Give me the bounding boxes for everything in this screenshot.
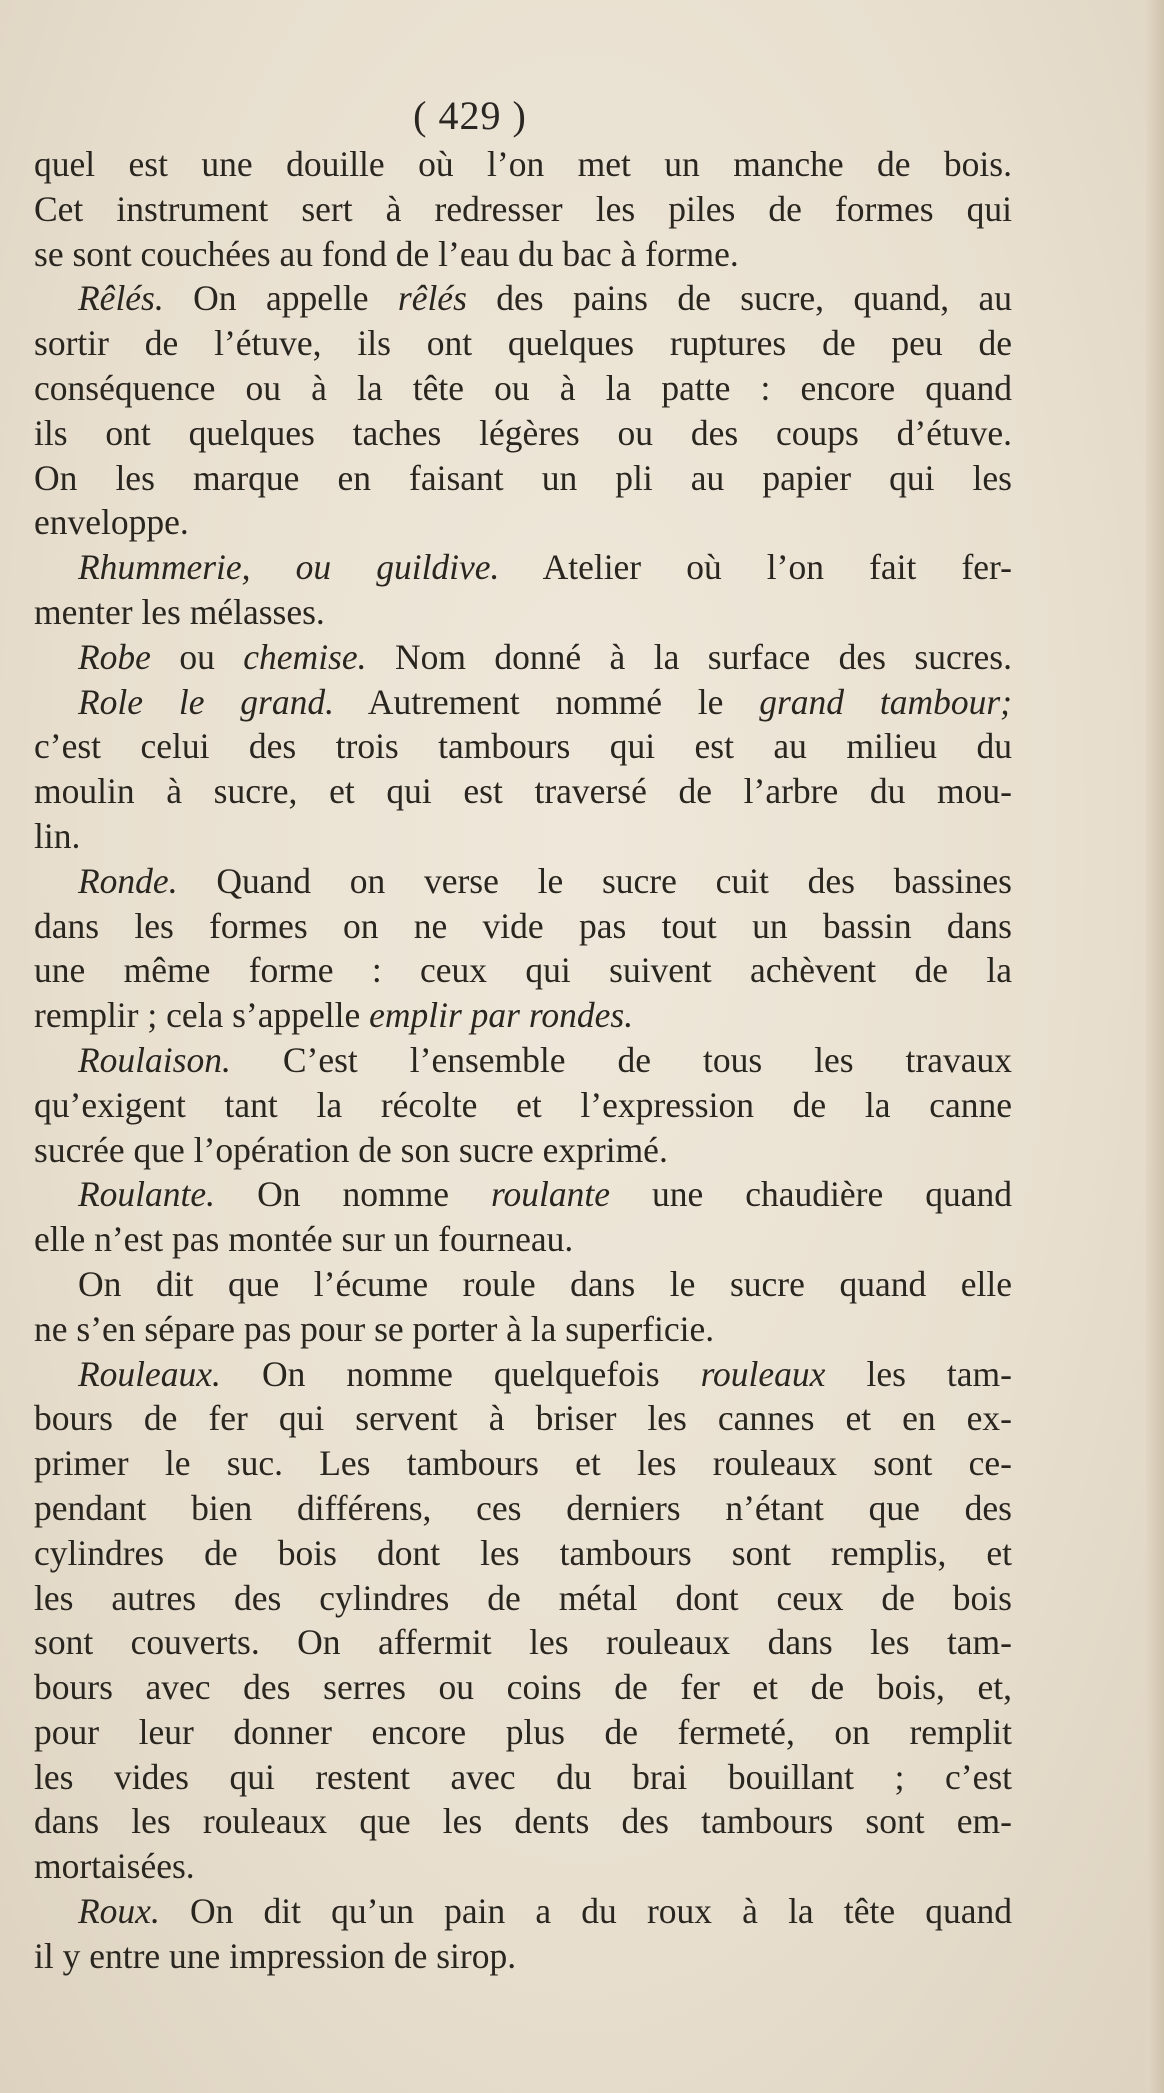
text-line: On les marque en faisant un pli au papier qui les — [34, 457, 1012, 498]
entry-text: On nomme — [215, 1174, 491, 1215]
entry-text: On appelle — [163, 278, 398, 319]
text-line: quel est une douille où l’on met un manche de bois. — [34, 144, 1012, 184]
text-line: il y entre une impression de sirop. — [34, 1935, 517, 1976]
text-line: sont couverts. On affermit les rouleaux dans les tam- — [34, 1622, 1012, 1663]
text-line: pendant bien différens, ces derniers n’étant que des — [34, 1487, 1012, 1528]
entry-robe — [34, 635, 1012, 680]
text-line: lin. — [34, 815, 81, 856]
entry-term: Rhummerie, ou guildive. — [78, 547, 500, 588]
entry-text: On dit qu’un pain a du roux à la tête quand — [159, 1891, 1012, 1932]
text-line: elle n’est pas montée sur un fourneau. — [34, 1219, 574, 1260]
text-line: moulin à sucre, et qui est traversé de l’arbre du mou- — [34, 771, 1012, 812]
entry-term: Robe — [78, 636, 151, 677]
entry-text: Nom donné à la surface des sucres. — [366, 636, 1012, 677]
entry-rhummerie — [34, 545, 1012, 590]
entry-term: Rouleaux. — [78, 1353, 221, 1394]
text-line: se sont couchées au fond de l’eau du bac à forme. — [34, 233, 739, 274]
text-line: dans les rouleaux que les dents des tambours sont em- — [34, 1801, 1012, 1842]
text-line: les vides qui restent avec du brai bouillant ; c’est — [34, 1756, 1012, 1797]
entry-rouleaux — [34, 1352, 1012, 1397]
entry-roulaison — [34, 1038, 1012, 1083]
text-line: ne s’en sépare pas pour se porter à la superficie. — [34, 1308, 715, 1349]
entry-text: On nomme quelquefois — [220, 1353, 701, 1394]
page-body-text — [34, 142, 1012, 1979]
entry-roux — [34, 1889, 1012, 1934]
text-line: primer le suc. Les tambours et les rouleaux sont ce- — [34, 1443, 1012, 1484]
entry-term: Role le grand. — [78, 681, 334, 722]
entry-text: Quand on verse le sucre cuit des bassines — [177, 860, 1012, 901]
entry-reles — [34, 276, 1012, 321]
entry-term: Roulaison. — [78, 1039, 231, 1080]
text-line: une même forme : ceux qui suivent achèvent de la — [34, 950, 1012, 991]
text-line: cylindres de bois dont les tambours sont remplis, et — [34, 1532, 1012, 1573]
entry-text: C’est l’ensemble de tous les travaux — [230, 1039, 1012, 1080]
text-line: bours de fer qui servent à briser les cannes et en ex- — [34, 1398, 1012, 1439]
entry-term-inline: chemise. — [243, 636, 367, 677]
text-line: enveloppe. — [34, 502, 189, 543]
entry-term: Roux. — [78, 1891, 160, 1932]
text-line: sucrée que l’opération de son sucre exprimé. — [34, 1129, 668, 1170]
page-number: ( 429 ) — [413, 93, 527, 138]
text-line: dans les formes on ne vide pas tout un bassin dans — [34, 905, 1012, 946]
entry-term-inline: rêlés — [397, 278, 467, 319]
text-line: menter les mélasses. — [34, 591, 325, 632]
text-line: sortir de l’étuve, ils ont quelques ruptures de peu de — [34, 323, 1012, 364]
entry-term-inline: rouleaux — [700, 1353, 826, 1394]
entry-text: ou — [150, 636, 244, 677]
entry-term-inline: roulante — [490, 1174, 610, 1215]
entry-term: Ronde. — [78, 860, 178, 901]
text-line: qu’exigent tant la récolte et l’expression de la canne — [34, 1084, 1012, 1125]
text-line: On dit que l’écume roule dans le sucre quand elle — [78, 1263, 1012, 1304]
entry-role-le-grand — [34, 680, 1012, 725]
entry-roulante — [34, 1172, 1012, 1217]
entry-text: Atelier où l’on fait fer- — [499, 547, 1012, 588]
entry-text: les tam- — [825, 1353, 1012, 1394]
entry-term: Rêlés. — [78, 278, 164, 319]
text-line: mortaisées. — [34, 1846, 195, 1887]
text-line: Cet instrument sert à redresser les piles de formes qui — [34, 188, 1012, 229]
text-line: les autres des cylindres de métal dont ceux de bois — [34, 1577, 1012, 1618]
entry-text: Autrement nommé le — [334, 681, 760, 722]
text-line — [34, 993, 1012, 1038]
entry-ronde — [34, 859, 1012, 904]
page-edge-shadow — [1146, 0, 1164, 2093]
text-line: ils ont quelques taches légères ou des coups d’étuve. — [34, 412, 1012, 453]
text-line: bours avec des serres ou coins de fer et de bois, et, — [34, 1667, 1012, 1708]
entry-term: Roulante. — [78, 1174, 216, 1215]
text-line: pour leur donner encore plus de fermeté, on remplit — [34, 1711, 1012, 1752]
entry-term-inline: grand tambour; — [759, 681, 1012, 722]
text-line: c’est celui des trois tambours qui est au milieu du — [34, 726, 1012, 767]
text-line: conséquence ou à la tête ou à la patte : encore quand — [34, 367, 1012, 408]
entry-text: une chaudière quand — [609, 1174, 1012, 1215]
entry-term-inline: emplir par rondes. — [369, 995, 634, 1036]
entry-text: des pains de sucre, quand, au — [466, 278, 1012, 319]
entry-text: remplir ; cela s’appelle — [34, 995, 370, 1036]
